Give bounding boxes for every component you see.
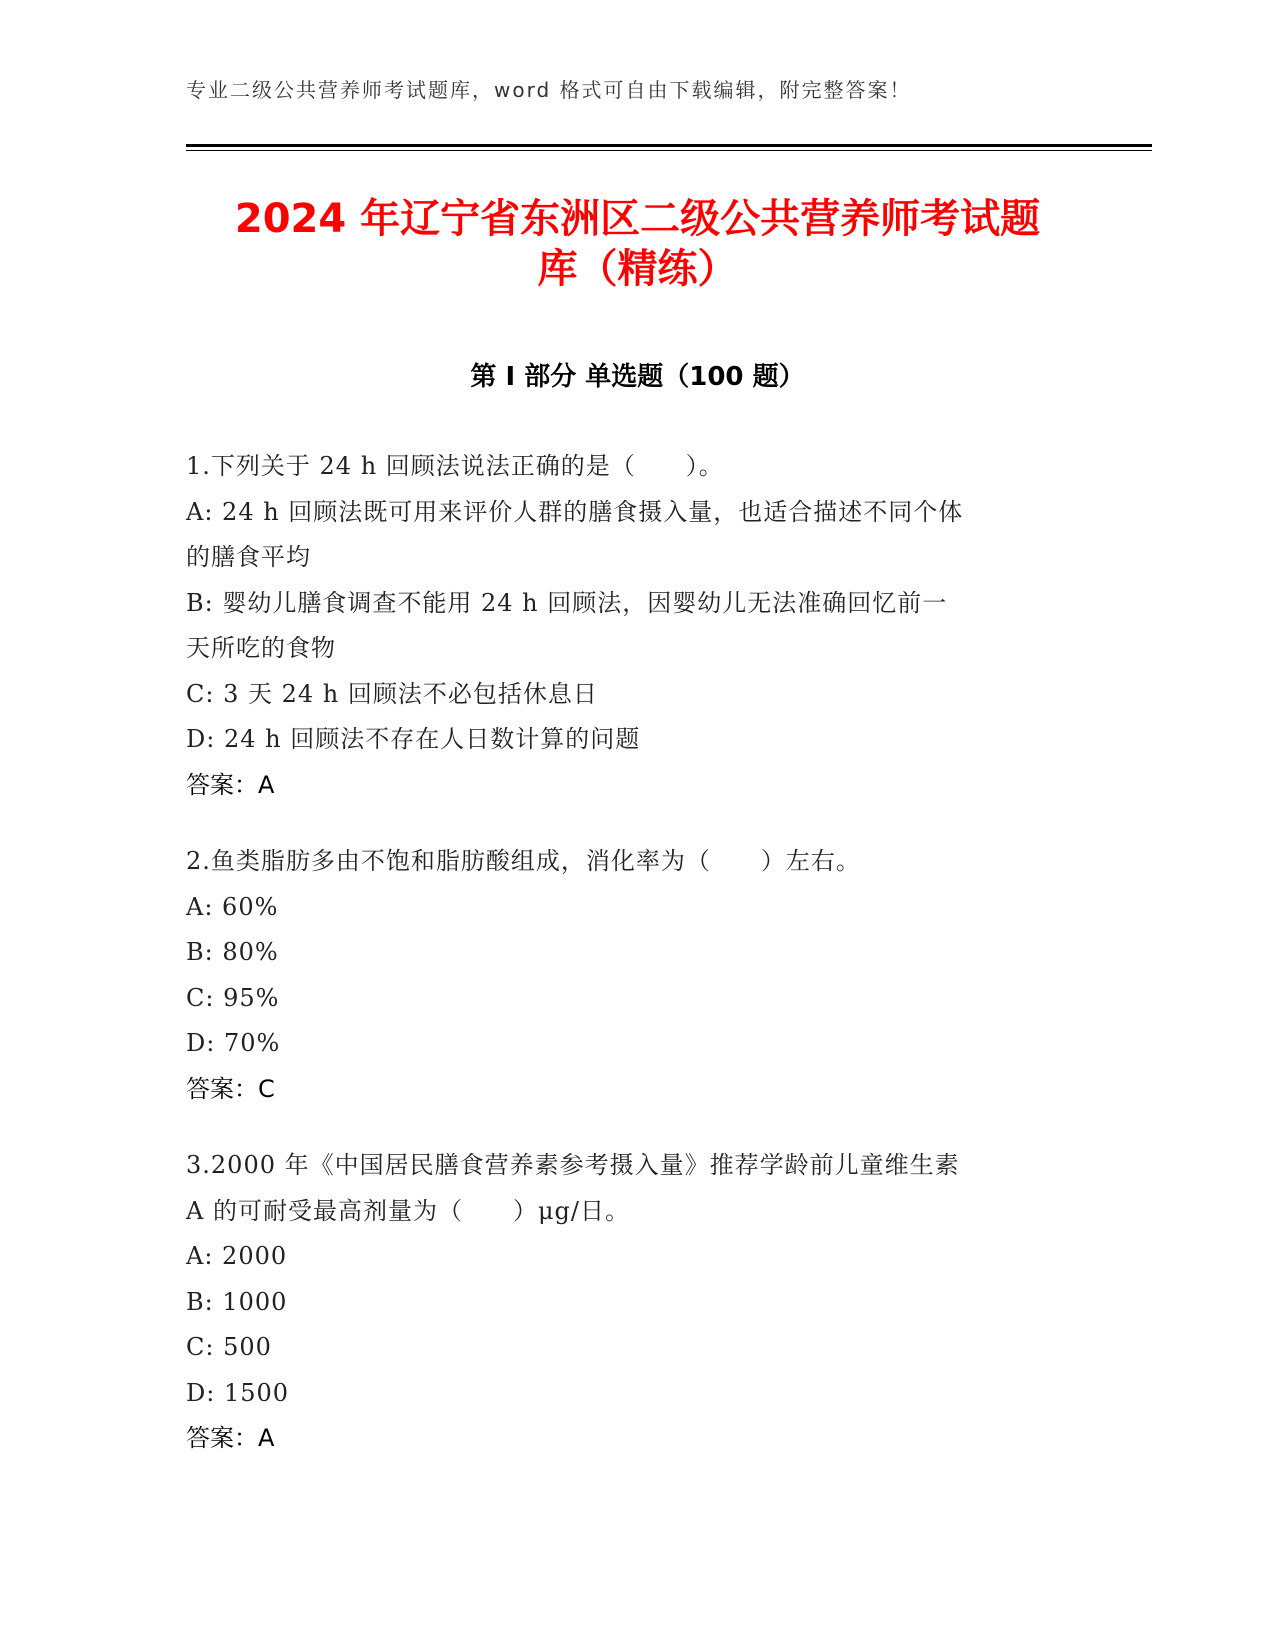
question-1-option-a (186, 490, 1086, 581)
question-2-option-b: B: 80% (186, 938, 279, 966)
header-rule-thin (186, 150, 1152, 151)
header-rule-thick (186, 144, 1152, 147)
option-line: 的膳食平均 (186, 543, 311, 571)
document-title (150, 194, 1125, 294)
question-2-stem: 2.鱼类脂肪多由不饱和脂肪酸组成，消化率为（ ）左右。 (186, 847, 861, 875)
section-title: 第 I 部分 单选题（100 题） (470, 362, 805, 392)
question-3-option-d: D: 1500 (186, 1378, 290, 1407)
question-3-stem-line-1: 3.2000 年《中国居民膳食营养素参考摄入量》推荐学龄前儿童维生素 (186, 1151, 960, 1179)
question-1-option-c: C: 3 天 24 h 回顾法不必包括休息日 (186, 679, 598, 708)
question-2 (186, 839, 1086, 1112)
question-3-option-c: C: 500 (186, 1333, 272, 1361)
option-line: 天所吃的食物 (186, 634, 336, 662)
question-2-option-d: D: 70% (186, 1029, 281, 1057)
option-line: B: 婴幼儿膳食调查不能用 24 h 回顾法，因婴幼儿无法准确回忆前一 (186, 588, 948, 617)
header-note: 专业二级公共营养师考试题库，word 格式可自由下载编辑，附完整答案！ (186, 78, 912, 102)
question-1 (186, 444, 1086, 808)
question-3 (186, 1143, 1086, 1462)
question-2-answer: 答案：C (186, 1074, 275, 1103)
question-3-option-b: B: 1000 (186, 1287, 288, 1316)
question-2-option-a: A: 60% (186, 892, 279, 921)
document-title-line-1: 2024 年辽宁省东洲区二级公共营养师考试题 (234, 196, 1041, 242)
question-1-option-d: D: 24 h 回顾法不存在人日数计算的问题 (186, 725, 641, 753)
question-3-option-a: A: 2000 (186, 1242, 288, 1270)
question-3-answer: 答案：A (186, 1424, 275, 1452)
question-2-option-c: C: 95% (186, 983, 280, 1012)
option-line: A: 24 h 回顾法既可用来评价人群的膳食摄入量，也适合描述不同个体 (186, 497, 964, 526)
question-1-stem: 1.下列关于 24 h 回顾法说法正确的是（ ）。 (186, 452, 724, 480)
question-3-stem-line-2: A 的可耐受最高剂量为（ ）μg/日。 (186, 1196, 631, 1225)
document-title-line-2: 库（精练） (537, 246, 738, 292)
question-1-option-b (186, 581, 1086, 672)
question-list (186, 444, 1086, 1493)
question-1-answer: 答案：A (186, 770, 275, 799)
